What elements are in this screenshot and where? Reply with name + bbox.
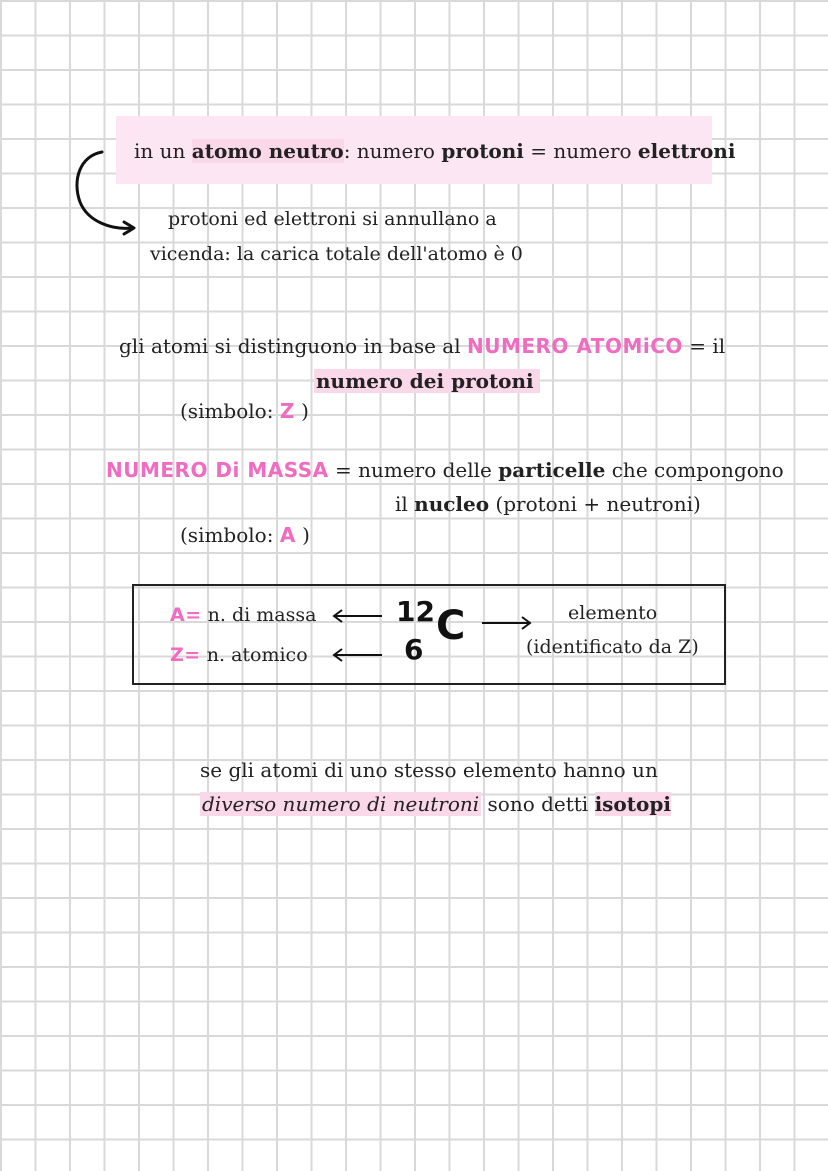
text: = numero delle (328, 458, 499, 482)
term-nucleo: nucleo (414, 492, 490, 516)
neutral-atom-text (134, 139, 735, 163)
numero-massa-line-1 (106, 458, 784, 482)
numero-massa-line-2 (395, 492, 701, 516)
label-z: Z= (170, 644, 201, 666)
text: gli atomi si distinguono in base al (119, 334, 467, 358)
text: (simbolo: (180, 523, 280, 547)
text: ) (295, 523, 310, 547)
arrow-left-icon (330, 606, 386, 626)
text: (protoni + neutroni) (489, 492, 701, 516)
text: = numero (523, 139, 638, 163)
text: n. di massa (207, 604, 317, 626)
text: il (395, 492, 415, 516)
text: = il (682, 334, 726, 358)
atomic-number: 6 (404, 633, 424, 666)
label-a: A= (170, 604, 202, 626)
arrow-right-icon (478, 613, 534, 633)
elemento-label: elemento (568, 602, 658, 624)
mass-number-legend (170, 604, 316, 626)
term-numero-atomico: NUMERO ATOMiCO (466, 334, 683, 358)
text: ) (294, 399, 309, 423)
term-numero-di-massa: NUMERO Di MASSA (106, 458, 329, 482)
element-symbol: C (436, 603, 466, 649)
symbol-z: Z (279, 399, 295, 423)
text: sono detti (481, 792, 595, 816)
numero-atomico-line-1 (119, 334, 725, 358)
highlight-diverso-numero: diverso numero di neutroni (202, 792, 480, 816)
curved-arrow-icon (68, 140, 148, 240)
isotopi-line-1: se gli atomi di uno stesso elemento hanno un (200, 758, 658, 782)
arrow-left-icon (330, 645, 386, 665)
annullano-line-1: protoni ed elettroni si annullano a (168, 208, 497, 230)
mass-number: 12 (396, 595, 435, 628)
highlight-atomo-neutro: atomo neutro (191, 139, 344, 163)
annullano-line-2: vicenda: la carica totale dell'atomo è 0 (150, 243, 523, 265)
symbol-a: A (279, 523, 296, 547)
term-elettroni: elettroni (637, 139, 736, 163)
atomic-number-legend (170, 644, 308, 666)
numero-dei-protoni: numero dei protoni (314, 369, 540, 393)
text: : numero (343, 139, 442, 163)
simbolo-z (180, 399, 309, 423)
text: in un (134, 139, 192, 163)
term-particelle: particelle (498, 458, 606, 482)
isotopi-line-2 (200, 792, 671, 816)
text: (simbolo: (180, 399, 280, 423)
simbolo-a (180, 523, 310, 547)
identificato-label: (identificato da Z) (526, 636, 699, 658)
text: n. atomico (206, 644, 308, 666)
term-protoni: protoni (441, 139, 524, 163)
term-isotopi: isotopi (594, 792, 671, 816)
text: che compongono (605, 458, 784, 482)
